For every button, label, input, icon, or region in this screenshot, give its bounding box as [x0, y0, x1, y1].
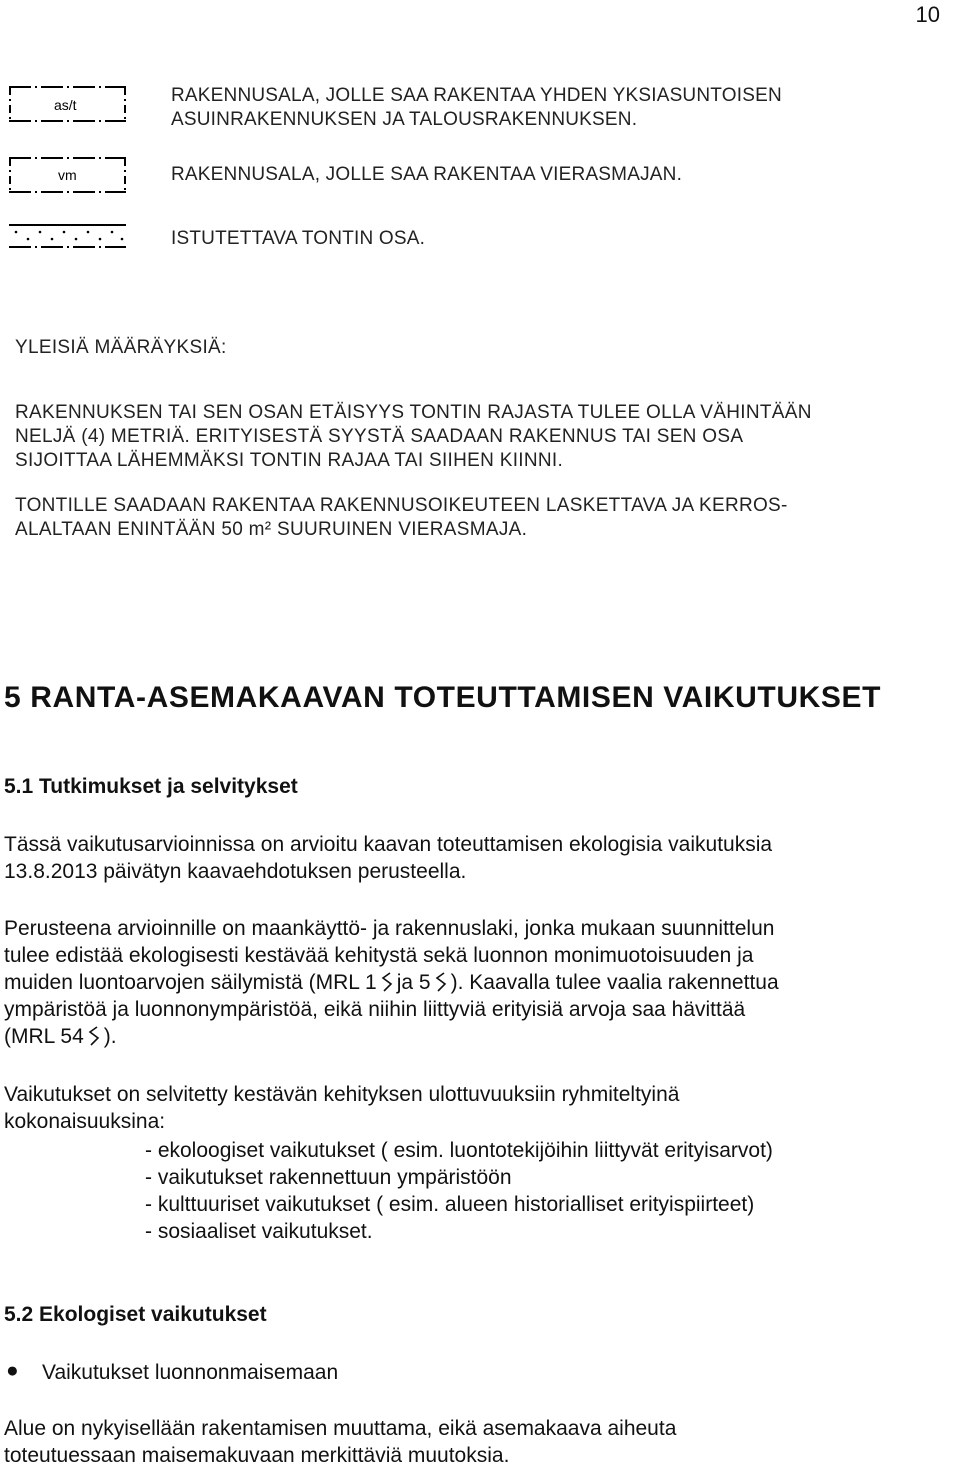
- legend-text-as-t: [171, 84, 782, 132]
- list-item: - ekoloogiset vaikutukset ( esim. luontotekijöihin liittyvät erityisarvot): [145, 1139, 773, 1162]
- legend-symbol-vm: [8, 155, 128, 195]
- section-sign-icon: [380, 972, 394, 992]
- page-number: 10: [915, 2, 940, 27]
- section-5-heading: 5 RANTA-ASEMAKAAVAN TOTEUTTAMISEN VAIKUTUKSET: [4, 681, 881, 714]
- legend-text-line: RAKENNUSALA, JOLLE SAA RAKENTAA YHDEN YKSIASUNTOISEN: [171, 85, 782, 106]
- paragraph-intro: [4, 831, 954, 885]
- text-line: ALALTAAN ENINTÄÄN 50 m² SUURUINEN VIERASMAJA.: [15, 519, 528, 540]
- text-segment: ). Kaavalla tulee vaalia rakennettua: [450, 971, 779, 994]
- section-sign-icon: [87, 1026, 101, 1046]
- text-line: TONTILLE SAADAAN RAKENTAA RAKENNUSOIKEUTEEN LASKETTAVA JA KERROS-: [15, 495, 788, 516]
- general-heading: YLEISIÄ MÄÄRÄYKSIÄ:: [15, 337, 227, 358]
- section-5-1-heading: 5.1 Tutkimukset ja selvitykset: [4, 775, 298, 798]
- bullet-icon: ●: [6, 1359, 19, 1382]
- list-item: - vaikutukset rakennettuun ympäristöön: [145, 1166, 512, 1189]
- bullet-text: Vaikutukset luonnonmaisemaan: [42, 1361, 339, 1384]
- list-item: - kulttuuriset vaikutukset ( esim. alueen historialliset erityispiirteet): [145, 1193, 755, 1216]
- text-line: Alue on nykyisellään rakentamisen muuttama, eikä asemakaava aiheuta: [4, 1417, 677, 1440]
- text-segment: muiden luontoarvojen säilymistä (MRL 1: [4, 971, 377, 994]
- text-line: kokonaisuuksina:: [4, 1110, 166, 1133]
- section-5-2-heading: 5.2 Ekologiset vaikutukset: [4, 1303, 267, 1326]
- legend-symbol-as-t: [8, 84, 128, 124]
- text-line: NELJÄ (4) METRIÄ. ERITYISESTÄ SYYSTÄ SAADAAN RAKENNUS TAI SEN OSA: [15, 426, 744, 447]
- list-item: - sosiaaliset vaikutukset.: [145, 1220, 373, 1243]
- text-line: Tässä vaikutusarvioinnissa on arvioitu kaavan toteuttamisen ekologisia vaikutuksia: [4, 833, 773, 856]
- text-line: 13.8.2013 päivätyn kaavaehdotuksen perusteella.: [4, 860, 467, 883]
- text-line: [4, 1023, 954, 1050]
- text-line: Vaikutukset on selvitetty kestävän kehityksen ulottuvuuksiin ryhmiteltyinä: [4, 1083, 680, 1106]
- legend-text-planted-area: ISTUTETTAVA TONTIN OSA.: [171, 228, 426, 249]
- text-line: Perusteena arvioinnille on maankäyttö- ja rakennuslaki, jonka mukaan suunnittelun: [4, 917, 775, 940]
- general-paragraph-2: [15, 494, 788, 542]
- text-segment: (MRL 54: [4, 1025, 84, 1048]
- text-line: [4, 969, 954, 996]
- text-segment: ).: [103, 1025, 117, 1048]
- legend-text-line: ASUINRAKENNUKSEN JA TALOUSRAKENNUKSEN.: [171, 109, 638, 130]
- legend-symbol-planted-area: [8, 222, 128, 252]
- paragraph-landscape: [4, 1415, 954, 1469]
- section-sign-icon: [434, 972, 448, 992]
- paragraph-basis: [4, 915, 954, 1050]
- legend-symbol-label: as/t: [54, 97, 77, 113]
- text-segment: ja 5: [396, 971, 431, 994]
- legend-symbol-label: vm: [58, 167, 77, 183]
- legend-text-vm: RAKENNUSALA, JOLLE SAA RAKENTAA VIERASMAJAN.: [171, 164, 683, 185]
- text-line: RAKENNUKSEN TAI SEN OSAN ETÄISYYS TONTIN RAJASTA TULEE OLLA VÄHINTÄÄN: [15, 402, 812, 423]
- text-line: toteutuessaan maisemakuvaan merkittäviä muutoksia.: [4, 1444, 510, 1467]
- text-line: ympäristöä ja luonnonympäristöä, eikä niihin liittyviä erityisiä arvoja saa hävittää: [4, 998, 746, 1021]
- text-line: tulee edistää ekologisesti kestävää kehitystä sekä luonnon monimuotoisuuden ja: [4, 944, 754, 967]
- general-paragraph-1: [15, 401, 812, 473]
- paragraph-dimensions: [4, 1081, 954, 1135]
- text-line: SIJOITTAA LÄHEMMÄKSI TONTIN RAJAA TAI SIIHEN KIINNI.: [15, 450, 564, 471]
